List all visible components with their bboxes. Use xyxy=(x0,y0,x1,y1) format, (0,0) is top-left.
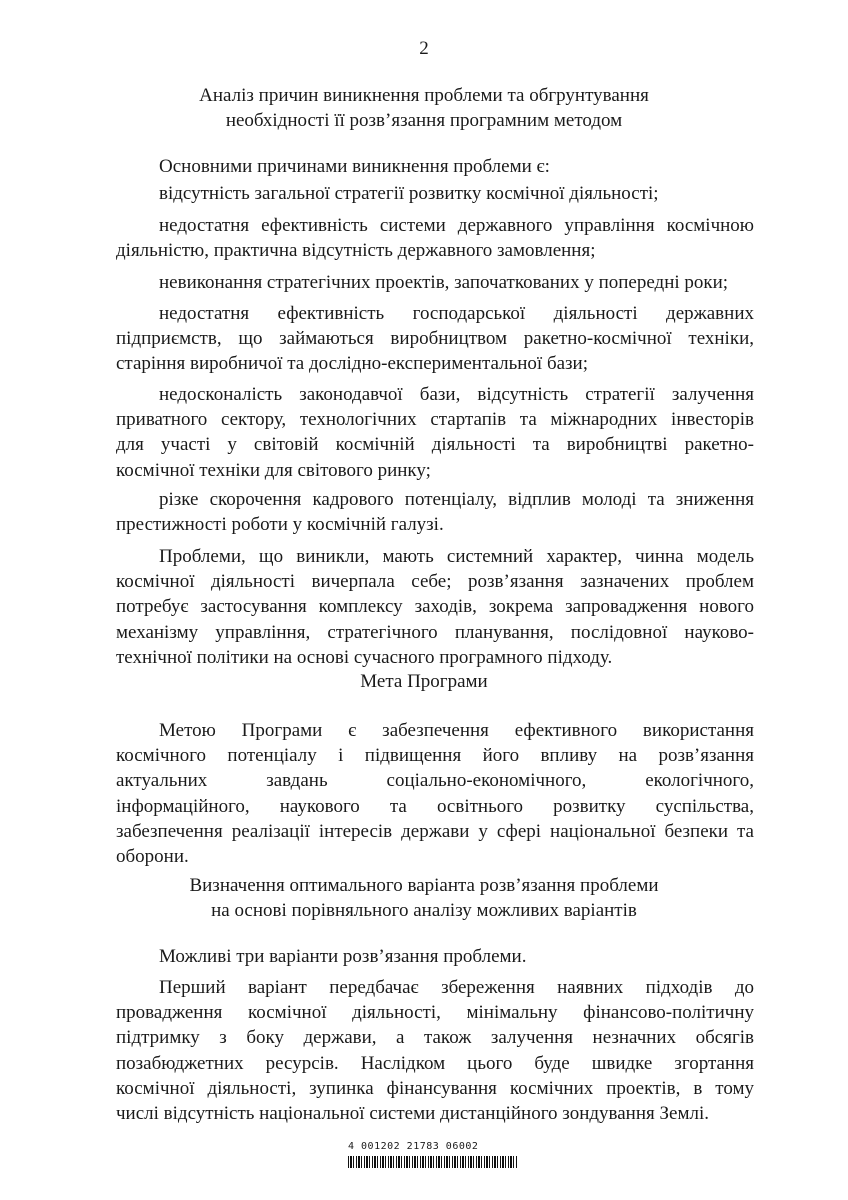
text-line: космічної діяльності, зупинка фінансування космічних проектів, в тому xyxy=(116,1077,754,1099)
cause-item: невиконання стратегічних проектів, започаткованих у попередні роки; xyxy=(159,272,729,293)
text-line: Перший варіант передбачає збереження наявних підходів до xyxy=(159,977,754,998)
text-line: космічної техніки для світового ринку; xyxy=(116,459,431,481)
causes-intro: Основними причинами виникнення проблеми є: xyxy=(159,156,550,177)
text-line: престижності роботи у космічній галузі. xyxy=(116,514,444,536)
text-line: підтримку з боку держави, а також залучення незначних обсягів xyxy=(116,1027,754,1049)
text-line: недостатня ефективність системи державного управління космічною xyxy=(159,215,754,236)
text-line: недосконалість законодавчої бази, відсутність стратегії залучення xyxy=(159,384,754,405)
cause-item xyxy=(116,382,754,483)
heading-line: Визначення оптимального варіанта розв’язання проблеми xyxy=(189,875,659,896)
text-line: Метою Програми є забезпечення ефективного використання xyxy=(159,720,754,741)
text-line: інформаційного, наукового та освітнього розвитку суспільства, xyxy=(116,795,754,817)
text-line: для участі у світовій космічній діяльності та виробництві ракетно- xyxy=(116,434,754,456)
text-line: космічної діяльності вичерпала себе; розв’язання зазначених проблем xyxy=(116,571,754,593)
heading-line: Аналіз причин виникнення проблеми та обгрунтування xyxy=(199,85,649,106)
cause-item xyxy=(116,487,754,537)
text-line: забезпечення реалізації інтересів держави у сфері національної безпеки та xyxy=(116,820,754,842)
text-line: діяльністю, практична відсутність державного замовлення; xyxy=(116,240,596,262)
variants-intro: Можливі три варіанти розв’язання проблеми. xyxy=(159,946,527,967)
goal-paragraph xyxy=(116,718,754,869)
heading-line: на основі порівняльного аналізу можливих варіантів xyxy=(211,900,637,921)
text-line: недостатня ефективність господарської діяльності державних xyxy=(159,303,754,324)
section3-heading xyxy=(0,873,848,923)
text-line: актуальних завдань соціально-економічного, екологічного, xyxy=(116,770,754,792)
text-line: приватного сектору, технологічних стартапів та міжнародних інвесторів xyxy=(116,409,754,431)
text-line: старіння виробничої та дослідно-експериментальної бази; xyxy=(116,353,588,375)
text-line: Проблеми, що виникли, мають системний характер, чинна модель xyxy=(159,546,754,567)
text-line: оборони. xyxy=(116,846,189,868)
cause-item: відсутність загальної стратегії розвитку космічної діяльності; xyxy=(159,183,659,204)
barcode-number: 4 001202 21783 06002 xyxy=(348,1141,479,1152)
text-line: провадження космічної діяльності, мінімальну фінансово-політичну xyxy=(116,1002,754,1024)
text-line: різке скорочення кадрового потенціалу, відплив молоді та зниження xyxy=(159,489,754,510)
page-number: 2 xyxy=(419,38,429,59)
cause-item xyxy=(116,213,754,263)
text-line: підприємств, що займаються виробництвом ракетно-космічної техніки, xyxy=(116,328,754,350)
text-line: потребує застосування комплексу заходів, зокрема запровадження нового xyxy=(116,596,754,618)
heading-line: необхідності її розв’язання програмним методом xyxy=(225,110,623,131)
text-line: механізму управління, стратегічного планування, послідовної науково- xyxy=(116,621,754,643)
variant1-paragraph xyxy=(116,975,754,1126)
barcode-image xyxy=(348,1156,518,1168)
text-line: позабюджетних ресурсів. Наслідком цього буде швидке згортання xyxy=(116,1052,754,1074)
cause-item xyxy=(116,301,754,377)
text-line: технічної політики на основі сучасного програмного підходу. xyxy=(116,646,613,668)
conclusion-paragraph xyxy=(116,544,754,670)
section2-heading: Мета Програми xyxy=(360,671,488,692)
text-line: космічного потенціалу і підвищення його впливу на розв’язання xyxy=(116,745,754,767)
text-line: числі відсутність національної системи дистанційного зондування Землі. xyxy=(116,1103,709,1125)
section1-heading xyxy=(0,83,848,133)
